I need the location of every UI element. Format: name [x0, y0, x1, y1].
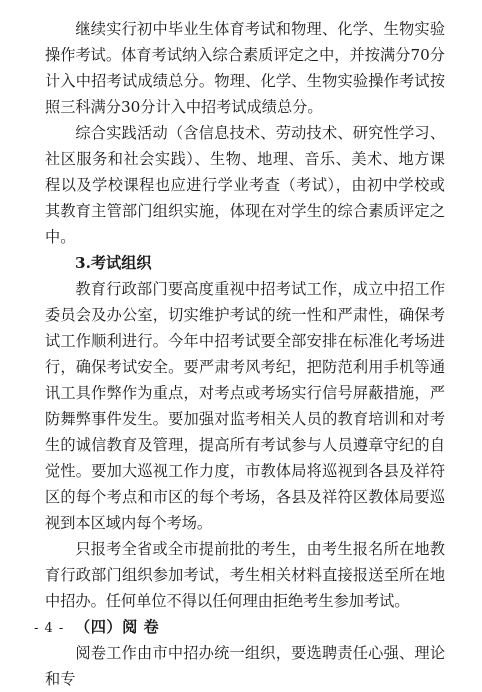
document-body [45, 16, 445, 692]
heading-exam-organization: 3.考试组织 [75, 254, 152, 272]
paragraph-sports-exam: 继续实行初中毕业生体育考试和物理、化学、生物实验操作考试。体育考试纳入综合素质评定之中，并按满分70分计入中招考试成绩总分。物理、化学、生物实验操作考试按照三科满分30分计入中招考试成绩总分。 [45, 20, 445, 116]
paragraph-early-admission: 只报考全省或全市提前批的考生，由考生报名所在地教育行政部门组织参加考试，考生相关材料直接报送至所在地中招办。任何单位不得以任何理由拒绝考生参加考试。 [45, 540, 445, 610]
page-number: - 4 - [34, 621, 65, 636]
paragraph-comprehensive-practice: 综合实践活动（含信息技术、劳动技术、研究性学习、社区服务和社会实践）、生物、地理、音乐、美术、地方课程以及学校课程也应进行学业考查（考试），由初中学校或其教育主管部门组织实施，体现在对学生的综合素质评定之中。 [45, 124, 445, 246]
paragraph-exam-administration: 教育行政部门要高度重视中招考试工作，成立中招工作委员会及办公室，切实维护考试的统一性和严肃性，确保考试工作顺利进行。今年中招考试要全部安排在标准化考场进行，确保考试安全。要严肃考风考纪，把防范利用手机等通讯工具作弊作为重点，对考点或考场实行信号屏蔽措施，严防舞弊事件发生。要加强对监考相关人员的教育培训和对考生的诚信教育及管理，提高所有考试参与人员遵章守纪的自觉性。要加大巡视工作力度，市教体局将巡视到各县及祥符区的每个考点和市区的每个考场，各县及祥符区教体局要巡视到本区域内每个考场。 [45, 280, 445, 532]
heading-marking: （四）阅 卷 [75, 618, 160, 636]
paragraph-marking-work: 阅卷工作由市中招办统一组织，要选聘责任心强、理论和专 [45, 644, 445, 688]
